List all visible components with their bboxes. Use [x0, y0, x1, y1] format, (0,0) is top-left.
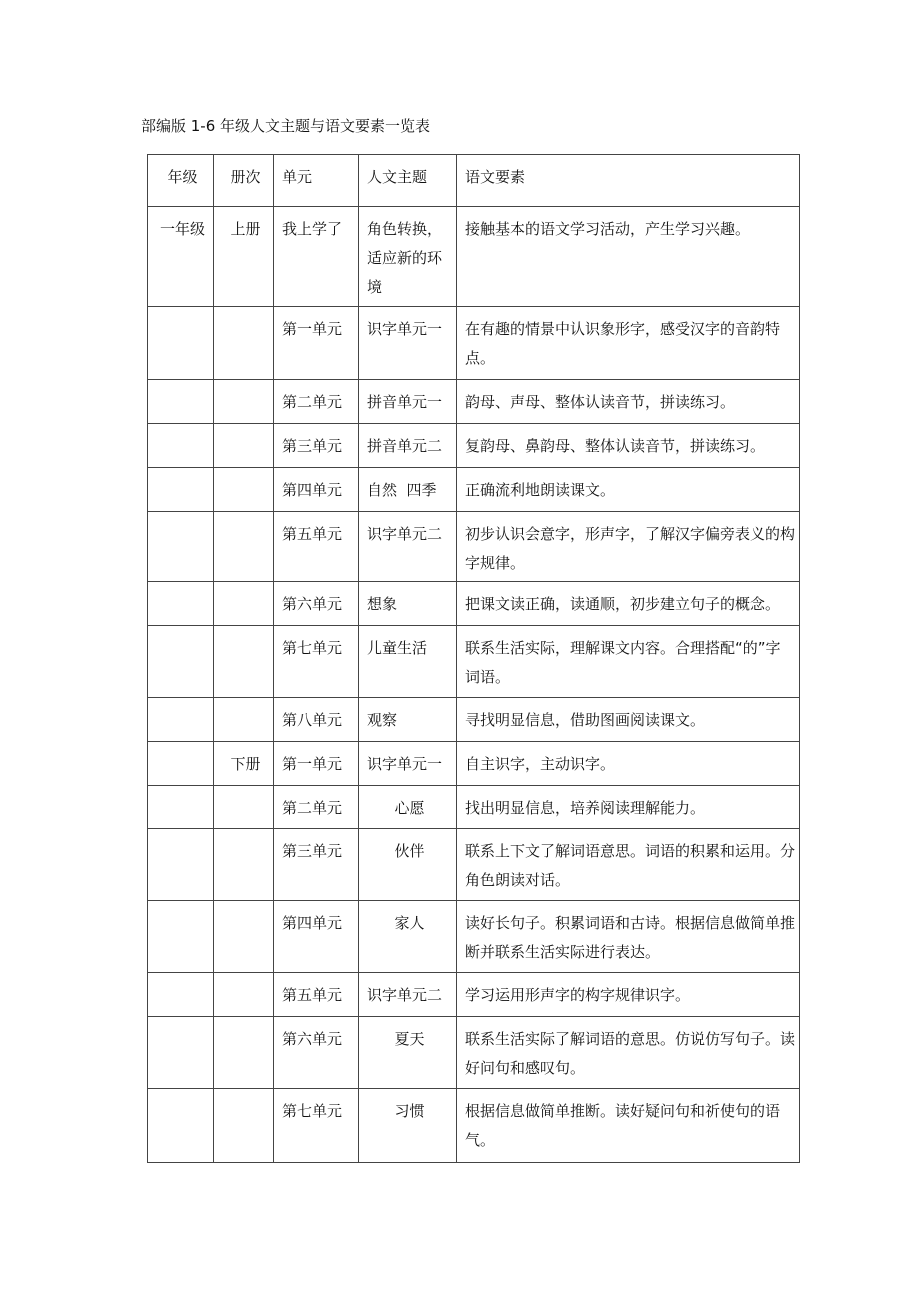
header-theme: 人文主题	[359, 155, 457, 207]
volume-cell	[214, 901, 274, 973]
volume-cell	[214, 786, 274, 829]
volume-cell	[214, 829, 274, 901]
grade-cell	[148, 307, 214, 380]
grade-cell	[148, 626, 214, 698]
table-row	[148, 582, 800, 626]
volume-cell	[214, 424, 274, 468]
volume-cell	[214, 512, 274, 582]
elements-cell: 正确流利地朗读课文。	[457, 468, 800, 512]
unit-cell: 第四单元	[274, 468, 359, 512]
unit-cell: 第二单元	[274, 786, 359, 829]
volume-cell: 下册	[214, 742, 274, 786]
elements-cell: 把课文读正确，读通顺，初步建立句子的概念。	[457, 582, 800, 626]
volume-cell	[214, 380, 274, 424]
table-row	[148, 973, 800, 1017]
elements-cell: 联系生活实际了解词语的意思。仿说仿写句子。读好问句和感叹句。	[457, 1017, 800, 1089]
unit-cell: 第六单元	[274, 582, 359, 626]
grade-cell	[148, 698, 214, 742]
grade-cell	[148, 786, 214, 829]
theme-cell: 识字单元二	[359, 512, 457, 582]
unit-cell: 第一单元	[274, 307, 359, 380]
table-row	[148, 380, 800, 424]
elements-cell: 根据信息做简单推断。读好疑问句和祈使句的语气。	[457, 1089, 800, 1163]
volume-cell	[214, 1089, 274, 1163]
table-row	[148, 468, 800, 512]
table-row	[148, 901, 800, 973]
table-row	[148, 626, 800, 698]
document-title: 部编版 1-6 年级人文主题与语文要素一览表	[141, 117, 431, 135]
unit-cell: 第八单元	[274, 698, 359, 742]
volume-cell	[214, 626, 274, 698]
elements-cell: 自主识字，主动识字。	[457, 742, 800, 786]
header-elements: 语文要素	[457, 155, 800, 207]
elements-cell: 联系上下文了解词语意思。词语的积累和运用。分角色朗读对话。	[457, 829, 800, 901]
unit-cell: 第五单元	[274, 973, 359, 1017]
theme-cell: 拼音单元二	[359, 424, 457, 468]
table-header-row	[148, 155, 800, 207]
theme-cell: 心愿	[359, 786, 457, 829]
unit-cell: 第四单元	[274, 901, 359, 973]
volume-cell: 上册	[214, 207, 274, 307]
unit-cell: 第一单元	[274, 742, 359, 786]
theme-cell: 儿童生活	[359, 626, 457, 698]
theme-cell: 夏天	[359, 1017, 457, 1089]
volume-cell	[214, 307, 274, 380]
unit-cell: 第七单元	[274, 1089, 359, 1163]
grade-cell: 一年级	[148, 207, 214, 307]
grade-cell	[148, 468, 214, 512]
unit-cell: 第三单元	[274, 829, 359, 901]
theme-cell: 拼音单元一	[359, 380, 457, 424]
table-row	[148, 307, 800, 380]
unit-cell: 第二单元	[274, 380, 359, 424]
table-row	[148, 207, 800, 307]
units-table	[147, 154, 800, 1163]
theme-cell: 观察	[359, 698, 457, 742]
theme-cell: 识字单元一	[359, 307, 457, 380]
theme-cell: 识字单元一	[359, 742, 457, 786]
volume-cell	[214, 468, 274, 512]
elements-cell: 学习运用形声字的构字规律识字。	[457, 973, 800, 1017]
grade-cell	[148, 1089, 214, 1163]
unit-cell: 第七单元	[274, 626, 359, 698]
grade-cell	[148, 380, 214, 424]
header-unit: 单元	[274, 155, 359, 207]
grade-cell	[148, 742, 214, 786]
unit-cell: 我上学了	[274, 207, 359, 307]
elements-cell: 联系生活实际，理解课文内容。合理搭配“的”字词语。	[457, 626, 800, 698]
elements-cell: 接触基本的语文学习活动，产生学习兴趣。	[457, 207, 800, 307]
theme-cell: 想象	[359, 582, 457, 626]
grade-cell	[148, 424, 214, 468]
elements-cell: 复韵母、鼻韵母、整体认读音节，拼读练习。	[457, 424, 800, 468]
elements-cell: 韵母、声母、整体认读音节，拼读练习。	[457, 380, 800, 424]
grade-cell	[148, 1017, 214, 1089]
grade-cell	[148, 901, 214, 973]
theme-cell: 自然 四季	[359, 468, 457, 512]
table-row	[148, 512, 800, 582]
volume-cell	[214, 1017, 274, 1089]
elements-cell: 在有趣的情景中认识象形字，感受汉字的音韵特点。	[457, 307, 800, 380]
unit-cell: 第三单元	[274, 424, 359, 468]
unit-cell: 第六单元	[274, 1017, 359, 1089]
elements-cell: 读好长句子。积累词语和古诗。根据信息做简单推断并联系生活实际进行表达。	[457, 901, 800, 973]
theme-cell: 角色转换，适应新的环境	[359, 207, 457, 307]
grade-cell	[148, 829, 214, 901]
table-row	[148, 786, 800, 829]
theme-cell: 习惯	[359, 1089, 457, 1163]
theme-cell: 伙伴	[359, 829, 457, 901]
table-row	[148, 742, 800, 786]
volume-cell	[214, 973, 274, 1017]
header-volume: 册次	[214, 155, 274, 207]
header-grade: 年级	[148, 155, 214, 207]
table-row	[148, 1017, 800, 1089]
elements-cell: 寻找明显信息，借助图画阅读课文。	[457, 698, 800, 742]
table-row	[148, 829, 800, 901]
unit-cell: 第五单元	[274, 512, 359, 582]
table-row	[148, 424, 800, 468]
grade-cell	[148, 973, 214, 1017]
volume-cell	[214, 582, 274, 626]
theme-cell: 识字单元二	[359, 973, 457, 1017]
grade-cell	[148, 512, 214, 582]
theme-cell: 家人	[359, 901, 457, 973]
table-row	[148, 1089, 800, 1163]
volume-cell	[214, 698, 274, 742]
grade-cell	[148, 582, 214, 626]
elements-cell: 找出明显信息，培养阅读理解能力。	[457, 786, 800, 829]
table-row	[148, 698, 800, 742]
elements-cell: 初步认识会意字，形声字，了解汉字偏旁表义的构字规律。	[457, 512, 800, 582]
